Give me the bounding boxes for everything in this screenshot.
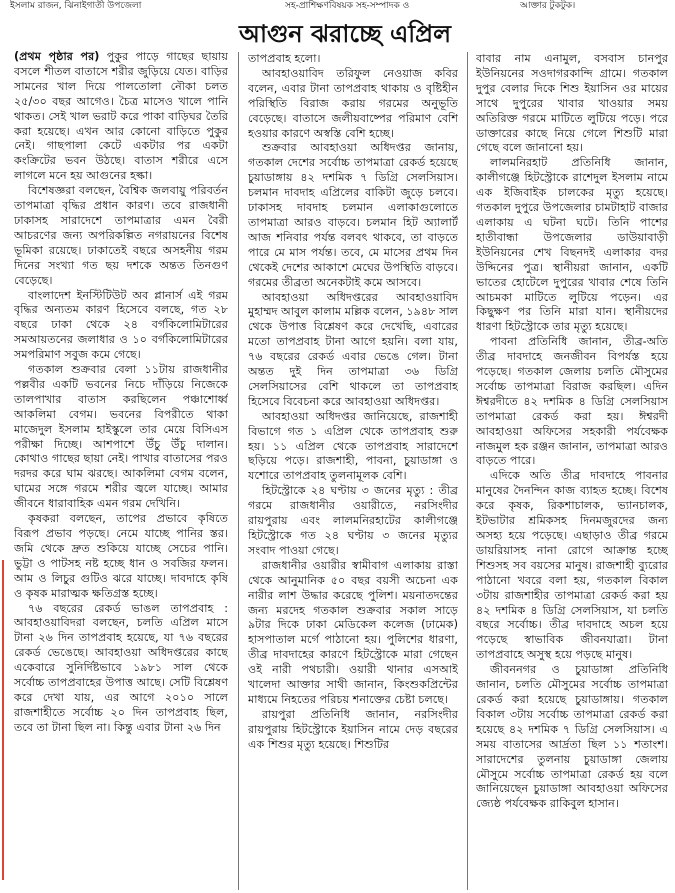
- article-column-2: [248, 52, 458, 892]
- top-strip-center: সহ-প্রাশিক্ষণবিষয়ক সহ-সম্পাদক ও: [285, 1, 410, 11]
- paragraph: রায়পুরা প্রতিনিধি জানান, নরসিংদীর রায়পুরায় হিটস্ট্রোকে ইয়াসিন নামে দেড় বছরের এক শিশুর মৃত্যু হয়েছে। শিশুটির: [248, 707, 458, 751]
- paragraph: বাবার নাম এনামুল, বসবাস চানপুর ইউনিয়নের সওদাগরকান্দি গ্রামে। গতকাল দুপুর বেলার দিকে শিশু ইয়াসিন ওর মায়ের সাথে দুপুরের খাবার খাওয়ার সময় অতিরিক্ত গরমে মাটিতে লুটিয়ে পড়ে। পরে ডাক্তারের কাছে নিয়ে গেলে শিশুটি মারা গেছে বলে জানানো হয়।: [476, 52, 668, 155]
- paragraph: [14, 50, 228, 184]
- paragraph: বাংলাদেশ ইনস্টিটিউট অব প্লানার্স এই গরম বৃদ্ধির অন্যতম কারণ হিসেবে বলছে, গত ২৮ বছরে ঢাকা থেকে ২৪ বর্গকিলোমিটারের সমআয়তনের জলাধার ও ১০ বর্গকিলোমিটারের সমপরিমাণ সবুজ কমে গেছে।: [14, 288, 228, 362]
- paragraph: গতকাল শুক্রবার বেলা ১১টায় রাজধানীর পল্লবীর একটি ভবনের নিচে দাঁড়িয়ে নিজেকে তালপাখার বাতাস করছিলেন পঞ্চাশোর্ধ্ব আকলিমা বেগম। ভবনের বিপরীতে থাকা মাজেদুল ইসলাম হাইস্কুলে তার মেয়ে বিসিএস পরীক্ষা দিচ্ছে। আশপাশে উঁচু উঁচু দালান। কোথাও গাছের ছায়া নেই। পাখার বাতাসের পরও দরদর করে ঘাম ঝরছে। আকলিমা বেগম বলেন, ঘামের সঙ্গে গরমে শরীর জ্বলে যাচ্ছে। আমার জীবনে ধারাবাহিক এমন গরম দেখিনি।: [14, 363, 228, 511]
- paragraph: পাবনা প্রতিনিধি জানান, তীব্র-অতি তীব্র দাবদাহে জনজীবন বিপর্যস্ত হয়ে পড়েছে। গতকাল জেলায় চলতি মৌসুমের সর্বোচ্চ তাপমাত্রা বিরাজ করছিল। এদিন ঈশ্বরদীতে ৪২ দশমিক ৪ ডিগ্রি সেলসিয়াস তাপমাত্রা রেকর্ড করা হয়। ঈশ্বরদী আবহাওয়া অফিসের সহকারী পর্যবেক্ষক নাজমুল হক রঞ্জন জানান, তাপমাত্রা আরও বাড়তে পারে।: [476, 335, 668, 468]
- paragraph: এদিকে অতি তীব্র দাবদাহে পাবনার মানুষের দৈনন্দিন কাজ ব্যাহত হচ্ছে। বিশেষ করে কৃষক, রিকশাচালক, ভ্যানচালক, ইটভাটার শ্রমিকসহ দিনমজুরদের জন্য অসহ্য হয়ে পড়েছে। এছাড়াও তীব্র গরমে ডায়রিয়াসহ নানা রোগে আক্রান্ত হচ্ছে শিশুসহ সব বয়সের মানুষ। রাজশাহী ব্যুরোর পাঠানো খবরে বলা হয়, গতকাল বিকাল ৩টায় রাজশাহীর তাপমাত্রা রেকর্ড করা হয় ৪২ দশমিক ৪ ডিগ্রি সেলসিয়াস, যা চলতি বছরে সর্বোচ্চ। তীব্র দাবদাহে অচল হয়ে পড়েছে স্বাভাবিক জীবনযাত্রা। টানা তাপপ্রবাহে অসুস্থ হয়ে পড়ছে মানুষ।: [476, 469, 668, 662]
- paragraph: আবহাওয়াবিদ তরিফুল নেওয়াজ কবির বলেন, এবার টানা তাপপ্রবাহ থাকায় ও বৃষ্টিহীন পরিস্থিতি বিরাজ করায় গরমের অনুভূতি বেড়েছে। বাতাসে জলীয়বাষ্পের পরিমাণ বেশি হওয়ার কারণে অস্বস্তি বেশি হচ্ছে।: [248, 66, 458, 140]
- top-strip: [0, 0, 675, 16]
- paragraph: লালমনিরহাট প্রতিনিধি জানান, কালীগঞ্জে হিটস্ট্রোকে রাশেদুল ইসলাম নামে এক ইজিবাইক চালকের মৃত্যু হয়েছে। গতকাল দুপুরে উপজেলার চামটাহাট বাজার এলাকায় এ ঘটনা ঘটে। তিনি পাশের হাতীবান্ধা উপজেলার ডাউয়াবাড়ী ইউনিয়নের শেখ বিছনদই এলাকার বদর উদ্দিনের পুত্র। স্থানীয়রা জানান, একটি ভাতের হোটেলে দুপুরের খাবার শেষে তিনি আচমকা মাটিতে লুটিয়ে পড়েন। এর কিছুক্ষণ পর তিনি মারা যান। স্থানীয়দের ধারণা হিটস্ট্রোকে তার মৃত্যু হয়েছে।: [476, 156, 668, 334]
- paragraph: ৭৬ বছরের রেকর্ড ভাঙল তাপপ্রবাহ : আবহাওয়াবিদরা বলছেন, চলতি এপ্রিল মাসে টানা ২৬ দিন তাপপ্রবাহ হয়েছে, যা ৭৬ বছরের রেকর্ড ভেঙেছে। আবহাওয়া অধিদপ্তরের কাছে একেবারে সুনির্দিষ্টভাবে ১৯৮১ সাল থেকে সর্বোচ্চ তাপপ্রবাহের উপাত্ত আছে। সেটি বিশ্লেষণ করে দেখা যায়, এর আগে ২০১০ সালে রাজশাহীতে সর্বোচ্চ ২০ দিন তাপপ্রবাহ ছিল, তবে তা টানা ছিল না। কিন্তু এবার টানা ২৬ দিন: [14, 601, 228, 734]
- column-divider-2: [467, 52, 468, 890]
- article-column-3: [476, 52, 668, 892]
- margin-mark: [2, 560, 4, 880]
- paragraph: আবহাওয়া অধিদপ্তরের আবহাওয়াবিদ মুহাম্মদ আবুল কালাম মল্লিক বলেন, ১৯৪৮ সাল থেকে উপাত্ত বিশ্লেষণ করে দেখেছি, এবারের মতো তাপপ্রবাহ টানা আগে হয়নি। বলা যায়, ৭৬ বছরের রেকর্ড এবার ভেঙে গেল। টানা অন্তত দুই দিন তাপমাত্রা ৩৬ ডিগ্রি সেলসিয়াসের বেশি থাকলে তা তাপপ্রবাহ হিসেবে বিবেচনা করে আবহাওয়া অধিদপ্তর।: [248, 290, 458, 408]
- top-strip-left: ইসলাম রাজন, ঝিনাইগাতী উপজেলা: [10, 1, 142, 11]
- article-headline: আগুন ঝরাচ্ছে এপ্রিল: [239, 20, 451, 48]
- article-column-1: [14, 50, 228, 890]
- paragraph: তাপপ্রবাহ হলো।: [248, 52, 321, 65]
- paragraph: কৃষকরা বলছেন, তাপের প্রভাবে কৃষিতে বিরূপ প্রভাব পড়ছে। নেমে যাচ্ছে পানির স্তর। জমি থেকে দ্রুত শুকিয়ে যাচ্ছে সেচের পানি। ভুট্টা ও পাটসহ নষ্ট হচ্ছে ধান ও সবজির ফলন। আম ও লিচুর গুটিও ঝরে যাচ্ছে। দাবদাহে কৃষি ও কৃষক মারাত্মক ক্ষতিগ্রস্ত হচ্ছে।: [14, 512, 228, 600]
- continuation-lead: (প্রথম পৃষ্ঠার পর): [14, 50, 100, 63]
- column-divider-1: [238, 52, 239, 890]
- paragraph-text: পুকুর পাড়ে গাছের ছায়ায় বসলে শীতল বাতাসে শরীর জুড়িয়ে যেত। বাড়ির সামনের খাল দিয়ে পালতোলা নৌকা চলত ২৫/৩০ বছর আগেও। চৈত্র মাসেও খালে পানি থাকত। সেই খাল ভরাট করে পাকা বাড়িঘর তৈরি করা হয়েছে। এখন আর কোনো বাড়িতে পুকুর নেই। গাছপালা কেটে একটার পর একটা কংক্রিটের ভবন উঠছে। বাতাস শরীরে এসে লাগলে মনে হয় আগুনের হল্কা।: [14, 50, 228, 183]
- paragraph: রাজধানীর ওয়ারীর স্বামীবাগ এলাকায় রাস্তা থেকে আনুমানিক ৫০ বছর বয়সী অচেনা এক নারীর লাশ উদ্ধার করেছে পুলিশ। ময়নাতদন্তের জন্য মরদেহ গতকাল শুক্রবার সকাল সাড়ে ৯টার দিকে ঢাকা মেডিকেল কলেজ (ঢামেক) হাসপাতাল মর্গে পাঠানো হয়। পুলিশের ধারণা, তীব্র দাবদাহের কারণে হিটস্ট্রোকে মারা গেছেন ওই নারী পথচারী। ওয়ারী থানার এসআই খালেদা আক্তার সাথী জানান, কিংশুকপ্রিন্টের মাধ্যমে নিহতের পরিচয় শনাক্তের চেষ্টা চলছে।: [248, 558, 458, 706]
- paragraph: জীবননগর ও চুয়াডাঙ্গা প্রতিনিধি জানান, চলতি মৌসুমের সর্বোচ্চ তাপমাত্রা রেকর্ড করা হয়েছে চুয়াডাঙ্গায়। গতকাল বিকাল ৩টায় সর্বোচ্চ তাপমাত্রা রেকর্ড করা হয়েছে ৪২ দশমিক ৭ ডিগ্রি সেলসিয়াস। এ সময় বাতাসের আর্দ্রতা ছিল ১১ শতাংশ। সারাদেশের তুলনায় চুয়াডাঙ্গা জেলায় মৌসুমে সর্বোচ্চ তাপমাত্রা রেকর্ড হয় বলে জানিয়েছেন চুয়াডাঙ্গা আবহাওয়া অফিসের জ্যেষ্ঠ পর্যবেক্ষক রাকিবুল হাসান।: [476, 663, 668, 811]
- paragraph: আবহাওয়া অধিদপ্তর জানিয়েছে, রাজশাহী বিভাগে গত ১ এপ্রিল থেকে তাপপ্রবাহ শুরু হয়। ১১ এপ্রিল থেকে তাপপ্রবাহ সারাদেশে ছড়িয়ে পড়ে। রাজশাহী, পাবনা, চুয়াডাঙ্গা ও যশোরে তাপপ্রবাহ তুলনামূলক বেশি।: [248, 409, 458, 483]
- paragraph: বিশেষজ্ঞরা বলছেন, বৈশ্বিক জলবায়ু পরিবর্তন তাপমাত্রা বৃদ্ধির প্রধান কারণ। তবে রাজধানী ঢাকাসহ সারাদেশে তাপমাত্রার এমন বৈরী আচরণের জন্য অপরিকল্পিত নগরায়নের বিশেষ ভূমিকা রয়েছে। ঢাকাতেই বছরে অসহনীয় গরম দিনের সংখ্যা গত ছয় দশকে অন্তত তিনগুণ বেড়েছে।: [14, 184, 228, 287]
- top-strip-right: আক্তার টুকটুক।: [520, 1, 576, 11]
- paragraph: হিটস্ট্রোকে ২৪ ঘণ্টায় ৩ জনের মৃত্যু : তীব্র গরমে রাজধানীর ওয়ারীতে, নরসিংদীর রায়পুরায় এবং লালমনিরহাটের কালীগঞ্জে হিটস্ট্রোকে গত ২৪ ঘণ্টায় ৩ জনের মৃত্যুর সংবাদ পাওয়া গেছে।: [248, 484, 458, 557]
- paragraph: শুক্রবার আবহাওয়া অধিদপ্তর জানায়, গতকাল দেশের সর্বোচ্চ তাপমাত্রা রেকর্ড হয়েছে চুয়াডাঙ্গায় ৪২ দশমিক ৭ ডিগ্রি সেলসিয়াস। চলমান দাবদাহ এপ্রিলের বাকিটা জুড়ে চলবে। ঢাকাসহ দাবদাহ চলমান এলাকাগুলোতে তাপমাত্রা আরও বাড়বে। চলমান হিট অ্যালার্ট আজ শনিবার পর্যন্ত বলবৎ থাকবে, তা বাড়তে পারে মে মাস পর্যন্ত। তবে, মে মাসের প্রথম দিন থেকেই দেশের আকাশে মেঘের উপস্থিতি বাড়বে। গরমের তীব্রতা অনেকটাই কমে আসবে।: [248, 141, 458, 289]
